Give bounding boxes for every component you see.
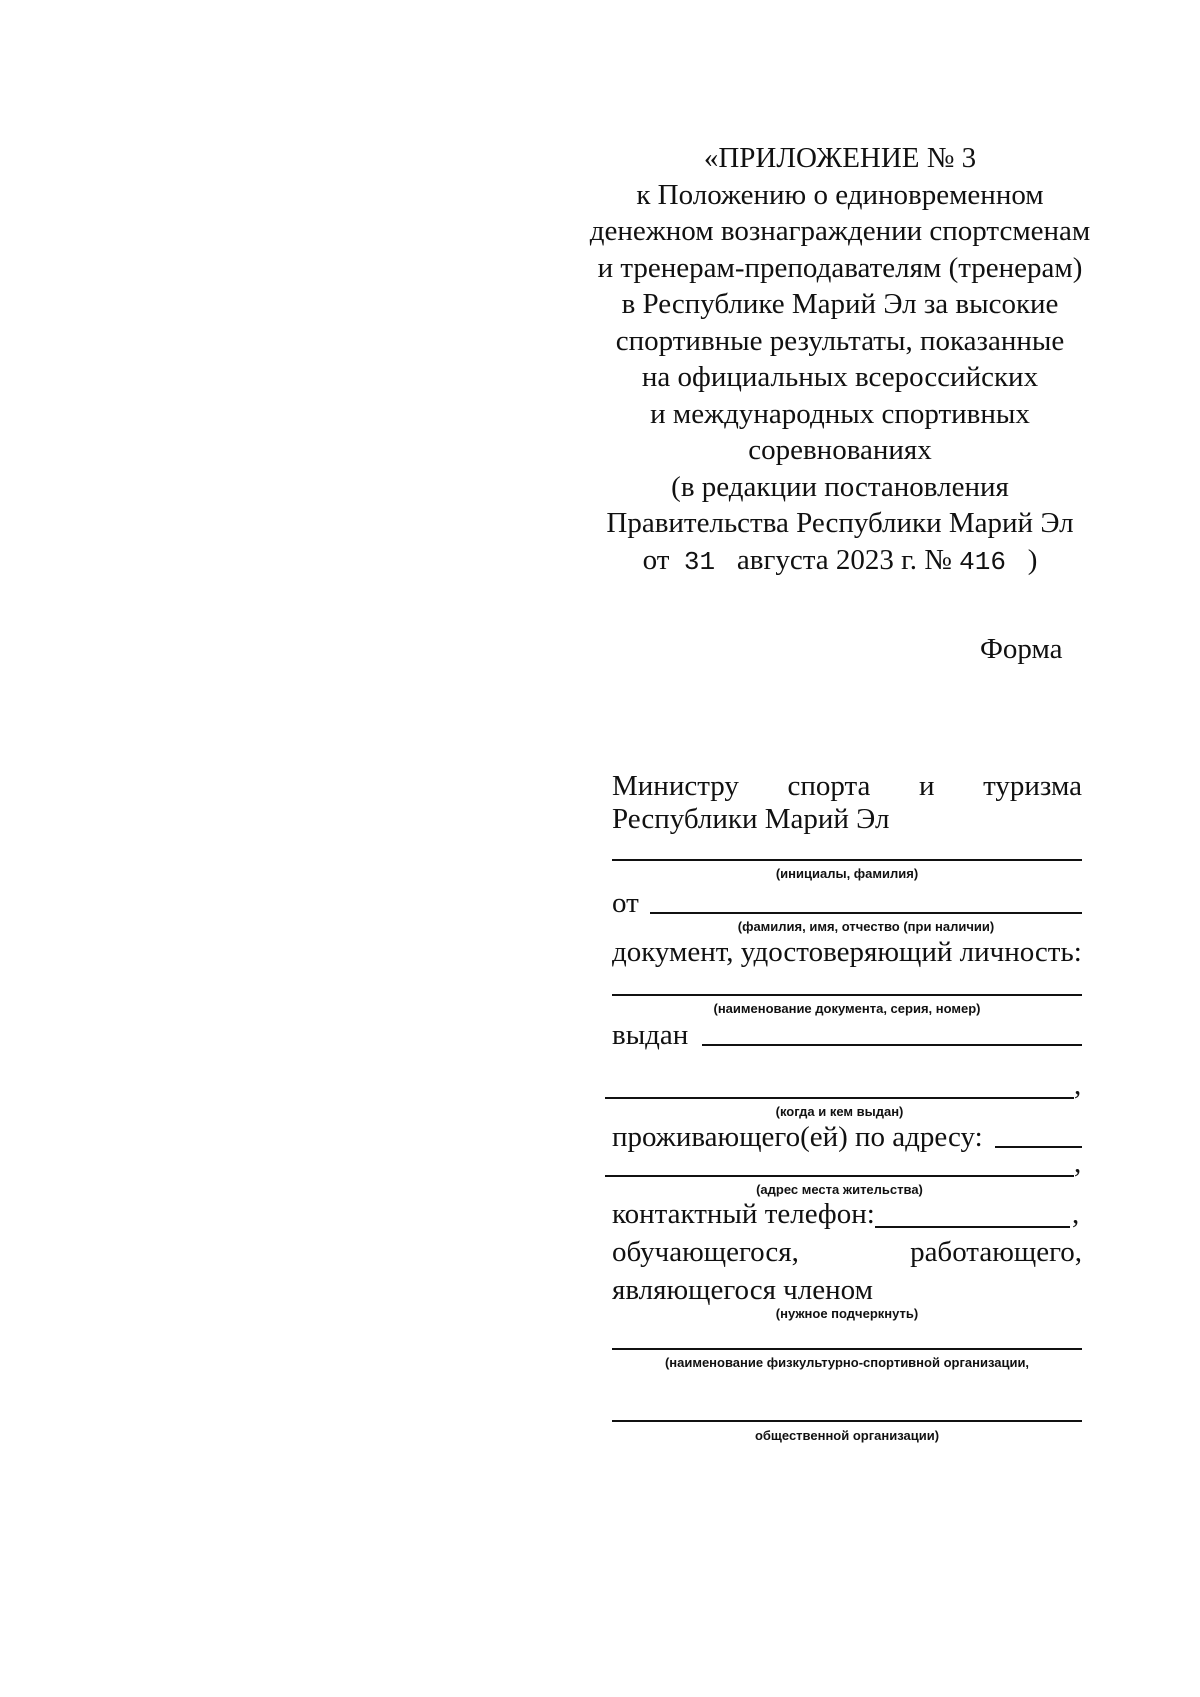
date-middle: августа 2023 г. № — [736, 543, 952, 576]
appendix-line: на официальных всероссийских — [641, 361, 1039, 393]
form-label: Форма — [980, 633, 1063, 665]
initials-caption: (инициалы, фамилия) — [775, 866, 919, 881]
issued-field-line[interactable] — [702, 1044, 1082, 1046]
date-day: 31 — [683, 546, 716, 577]
underline-caption: (нужное подчеркнуть) — [775, 1306, 919, 1321]
address-label: проживающего(ей) по адресу: — [612, 1121, 983, 1153]
member-label: являющегося членом — [612, 1274, 873, 1306]
issued-caption: (когда и кем выдан) — [775, 1104, 904, 1119]
addressee-word: и — [918, 770, 935, 802]
status-working: работающего, — [910, 1236, 1082, 1268]
id-document-caption: (наименование документа, серия, номер) — [713, 1001, 981, 1016]
organization-field-line-2[interactable] — [612, 1420, 1082, 1422]
addressee-word: спорта — [787, 770, 871, 802]
appendix-line: и тренерам-преподавателям (тренерам) — [597, 251, 1083, 284]
appendix-date-line — [560, 542, 1120, 581]
id-document-label: документ, удостоверяющий личность: — [612, 936, 1082, 968]
appendix-line: в Республике Марий Эл за высокие — [621, 288, 1059, 320]
address-field-line-2[interactable] — [605, 1175, 1074, 1177]
appendix-line: соревнованиях — [748, 434, 932, 466]
status-line — [612, 1236, 1082, 1269]
phone-field-line[interactable] — [875, 1226, 1070, 1228]
appendix-header — [560, 140, 1120, 580]
appendix-line: спортивные результаты, показанные — [615, 324, 1065, 357]
appendix-line: «ПРИЛОЖЕНИЕ № 3 — [703, 142, 977, 174]
address-comma: , — [1074, 1147, 1082, 1179]
addressee-line-2: Республики Марий Эл — [612, 803, 890, 835]
issued-by-field-line[interactable] — [605, 1097, 1074, 1099]
phone-label: контактный телефон: — [612, 1198, 875, 1230]
status-studying: обучающегося, — [612, 1236, 799, 1268]
appendix-line: к Положению о единовременном — [636, 178, 1044, 211]
appendix-line: (в редакции постановления — [671, 470, 1009, 503]
organization-caption-1: (наименование физкультурно-спортивной организации, — [664, 1355, 1030, 1370]
decree-number: 416 — [959, 546, 1006, 577]
appendix-line: Правительства Республики Марий Эл — [606, 507, 1074, 539]
fio-caption: (фамилия, имя, отчество (при наличии) — [737, 919, 995, 934]
fio-field-line[interactable] — [650, 912, 1082, 914]
issued-label: выдан — [612, 1019, 689, 1051]
date-prefix: от — [642, 543, 670, 576]
appendix-line: и международных спортивных — [650, 397, 1030, 430]
address-caption: (адрес места жительства) — [756, 1182, 923, 1197]
organization-caption-2: общественной организации) — [754, 1428, 940, 1443]
id-document-field-line[interactable] — [612, 994, 1082, 996]
appendix-line: денежном вознаграждении спортсменам — [589, 215, 1091, 247]
addressee-line-1 — [612, 770, 1082, 803]
issued-comma: , — [1074, 1069, 1082, 1101]
initials-field-line[interactable] — [612, 859, 1082, 861]
organization-field-line-1[interactable] — [612, 1348, 1082, 1350]
date-suffix: ) — [1027, 543, 1038, 576]
addressee-word: Министру — [612, 770, 739, 802]
addressee-word: туризма — [983, 770, 1082, 802]
phone-comma: , — [1072, 1198, 1080, 1230]
from-label: от — [612, 887, 639, 919]
address-field-line-1[interactable] — [995, 1146, 1082, 1148]
